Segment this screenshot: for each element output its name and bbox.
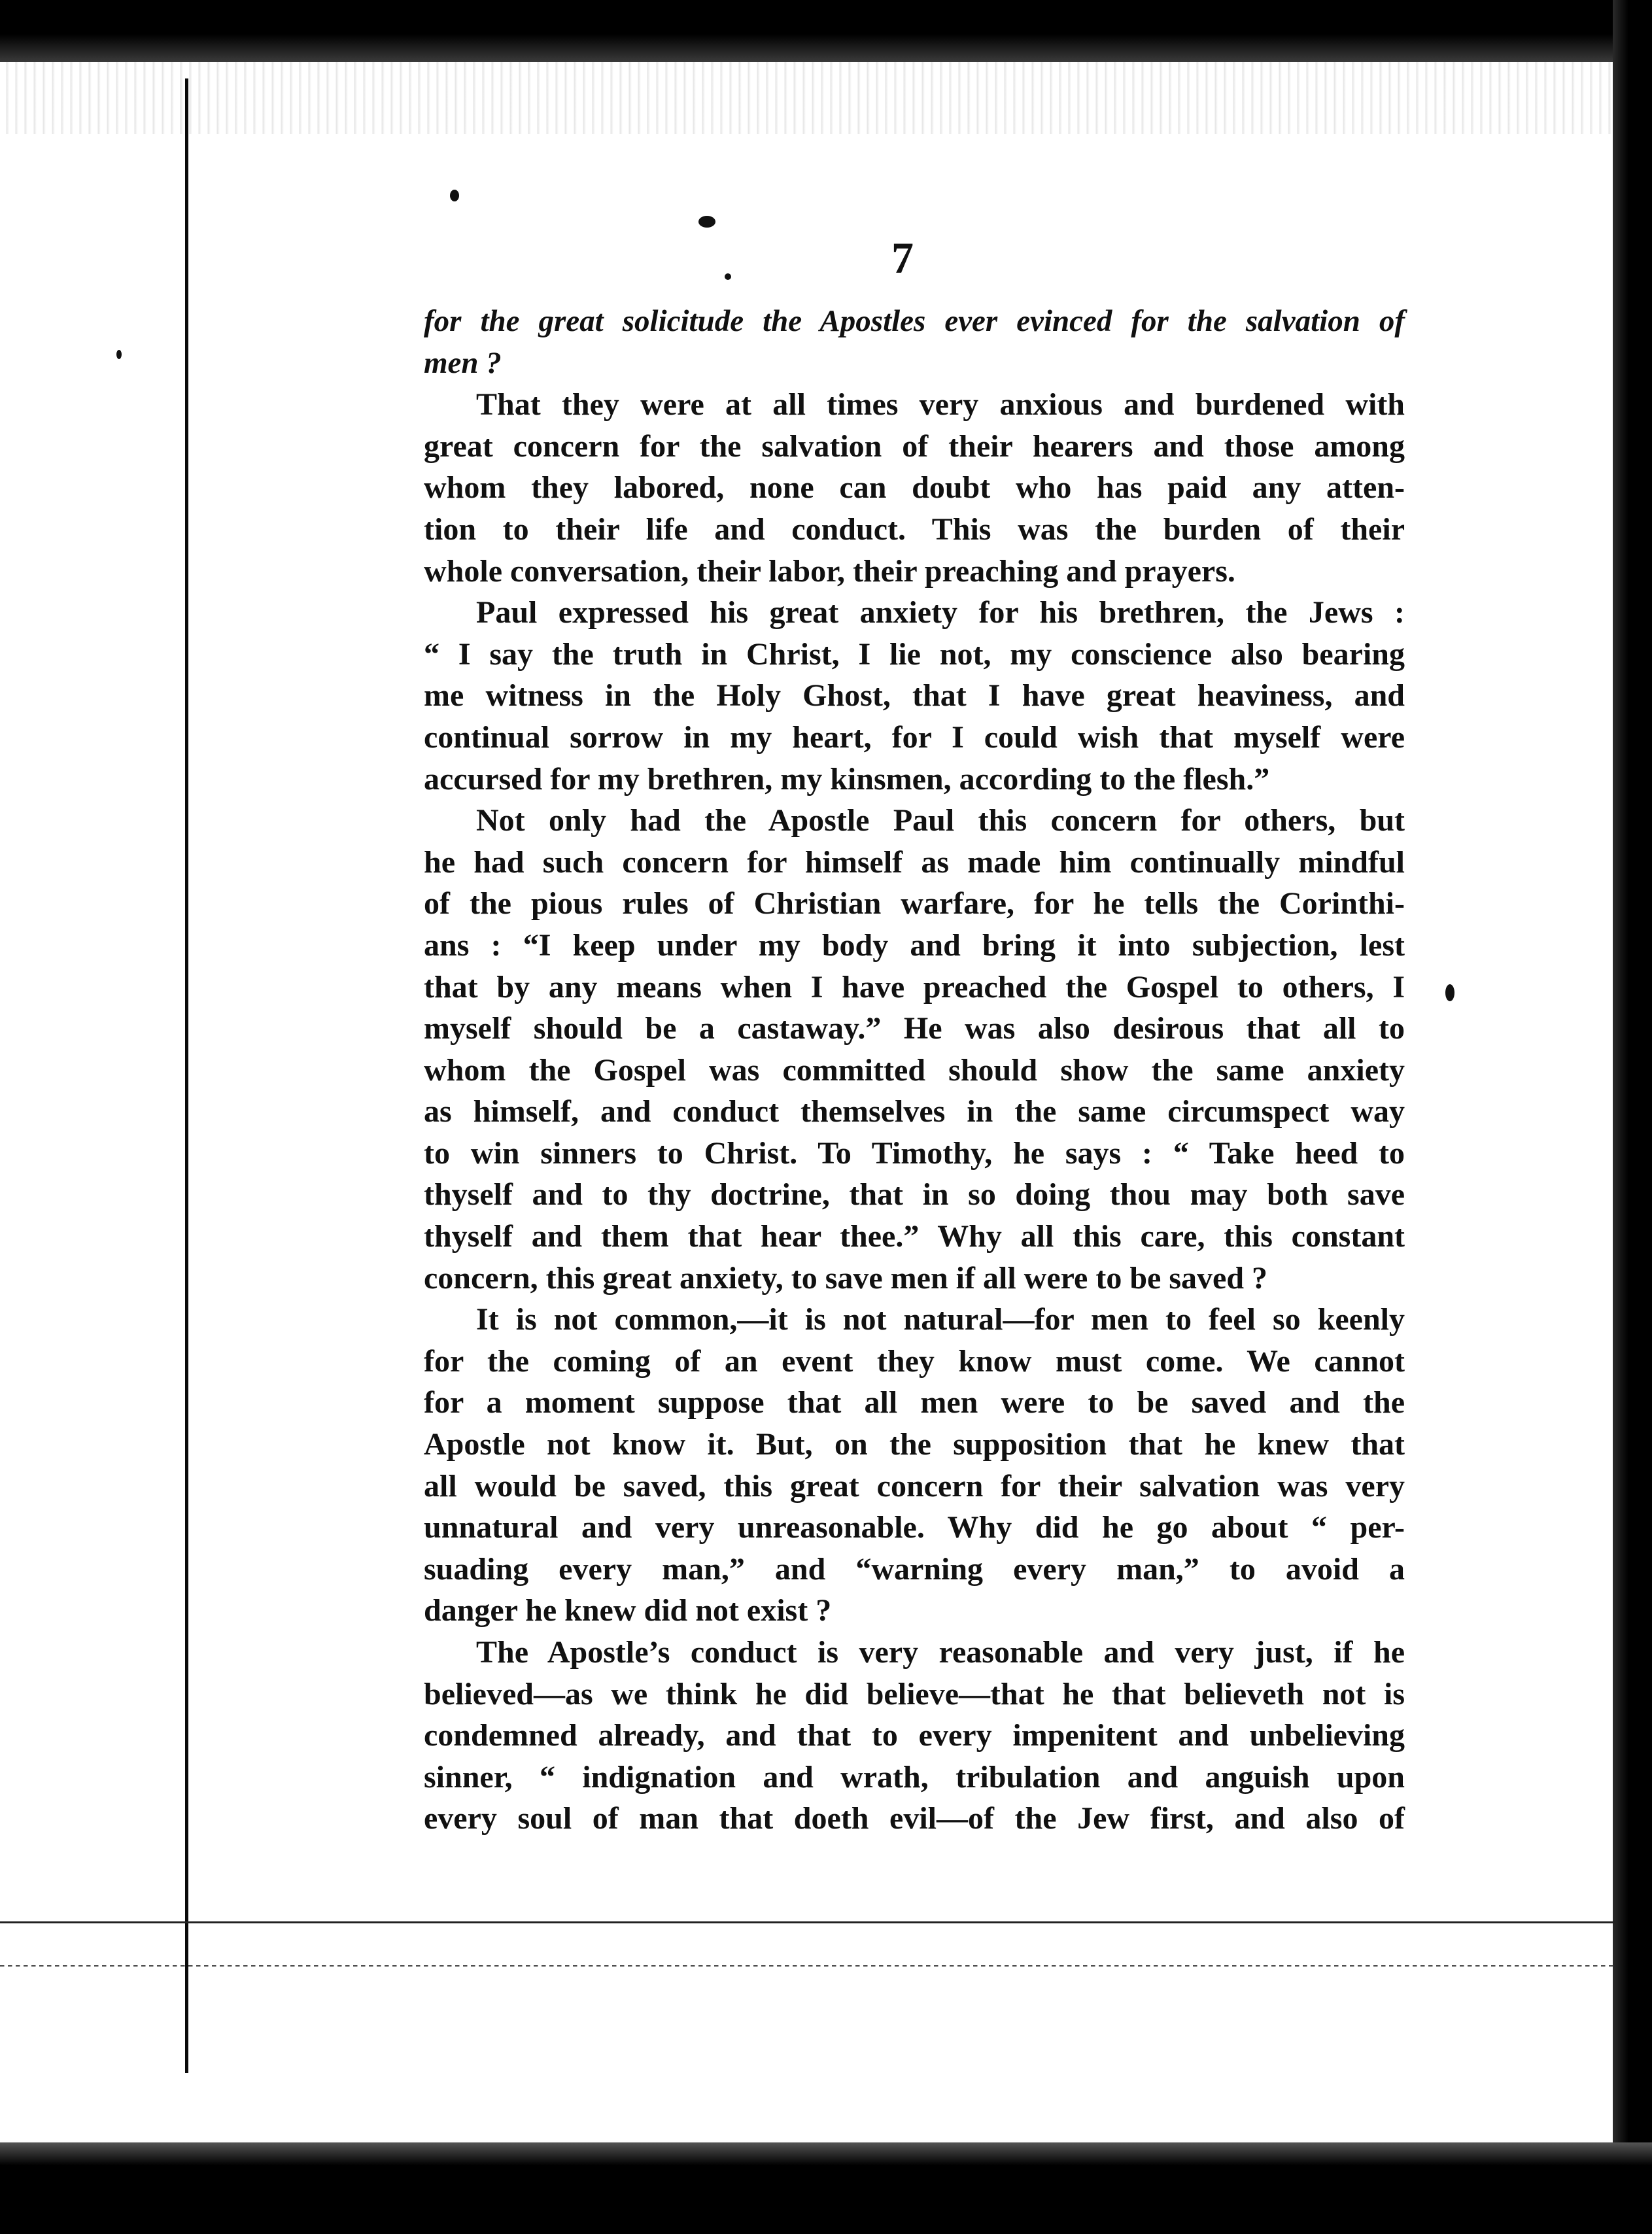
- text-line: myself should be a castaway.” He was also desirous that all to: [424, 1011, 1405, 1046]
- page-gutter-line: [185, 78, 188, 2073]
- text-line: continual sorrow in my heart, for I could wish that myself were: [424, 719, 1405, 755]
- text-line: It is not common,—it is not natural—for men to feel so keenly: [476, 1302, 1405, 1337]
- text-line: unnatural and very unreasonable. Why did he go about “ per-: [424, 1510, 1405, 1545]
- text-line: as himself, and conduct themselves in the same circumspect way: [424, 1094, 1405, 1129]
- text-line: whom the Gospel was committed should show the same anxiety: [424, 1052, 1405, 1088]
- text-line: believed—as we think he did believe—that he that believeth not is: [424, 1676, 1405, 1711]
- text-line: Apostle not know it. But, on the supposition that he knew that: [424, 1427, 1405, 1462]
- text-line: he had such concern for himself as made him continually mindful: [424, 844, 1405, 880]
- text-line: whole conversation, their labor, their preaching and prayers.: [424, 553, 1235, 589]
- text-line: that by any means when I have preached the Gospel to others, I: [424, 969, 1405, 1005]
- text-line: concern, this great anxiety, to save men if all were to be saved ?: [424, 1260, 1268, 1296]
- text-line: tion to their life and conduct. This was the burden of their: [424, 511, 1405, 547]
- scan-border-right: [1613, 0, 1652, 2234]
- page-bottom-edge: [0, 1921, 1615, 1923]
- text-line: “ I say the truth in Christ, I lie not, my conscience also bearing: [424, 636, 1405, 672]
- text-line: danger he knew did not exist ?: [424, 1593, 832, 1628]
- scan-border-bottom: [0, 2142, 1652, 2234]
- text-line: for the coming of an event they know must come. We cannot: [424, 1343, 1405, 1379]
- scan-speck: [116, 350, 122, 359]
- page-number: 7: [891, 233, 914, 283]
- page-bottom-edge-dotted: [0, 1965, 1615, 1967]
- scan-speck: [698, 216, 715, 228]
- text-line: thyself and to thy doctrine, that in so doing thou may both save: [424, 1177, 1405, 1212]
- text-line: men ?: [424, 345, 502, 380]
- body-text: [424, 301, 1405, 1840]
- text-line: ans : “I keep under my body and bring it into subjection, lest: [424, 927, 1405, 963]
- text-line: for a moment suppose that all men were to be saved and the: [424, 1385, 1405, 1420]
- scan-speck: [725, 273, 731, 280]
- text-line: for the great solicitude the Apostles ever evinced for the salvation of: [424, 304, 1405, 338]
- text-line: every soul of man that doeth evil—of the Jew first, and also of: [424, 1801, 1405, 1836]
- text-line: suading every man,” and “warning every man,” to avoid a: [424, 1551, 1405, 1587]
- text-line: The Apostle’s conduct is very reasonable and very just, if he: [476, 1635, 1405, 1670]
- text-line: thyself and them that hear thee.” Why all this care, this constant: [424, 1219, 1405, 1254]
- text-line: condemned already, and that to every impenitent and unbelieving: [424, 1718, 1405, 1753]
- text-line: accursed for my brethren, my kinsmen, according to the flesh.”: [424, 761, 1270, 797]
- text-line: Paul expressed his great anxiety for his brethren, the Jews :: [476, 595, 1405, 630]
- scan-speck: [1445, 984, 1454, 1001]
- text-line: me witness in the Holy Ghost, that I have great heaviness, and: [424, 678, 1405, 713]
- text-line: whom they labored, none can doubt who has paid any atten-: [424, 470, 1405, 506]
- text-line: to win sinners to Christ. To Timothy, he says : “ Take heed to: [424, 1135, 1405, 1171]
- text-line: of the pious rules of Christian warfare, for he tells the Corinthi-: [424, 886, 1405, 921]
- scan-speck: [450, 190, 459, 201]
- text-line: Not only had the Apostle Paul this concern for others, but: [476, 803, 1405, 838]
- text-line: That they were at all times very anxious and burdened with: [476, 387, 1405, 422]
- text-line: sinner, “ indignation and wrath, tribulation and anguish upon: [424, 1759, 1405, 1795]
- scan-noise-top: [0, 62, 1615, 134]
- text-line: all would be saved, this great concern for their salvation was very: [424, 1468, 1405, 1504]
- text-line: great concern for the salvation of their hearers and those among: [424, 428, 1405, 464]
- scan-border-top: [0, 0, 1652, 62]
